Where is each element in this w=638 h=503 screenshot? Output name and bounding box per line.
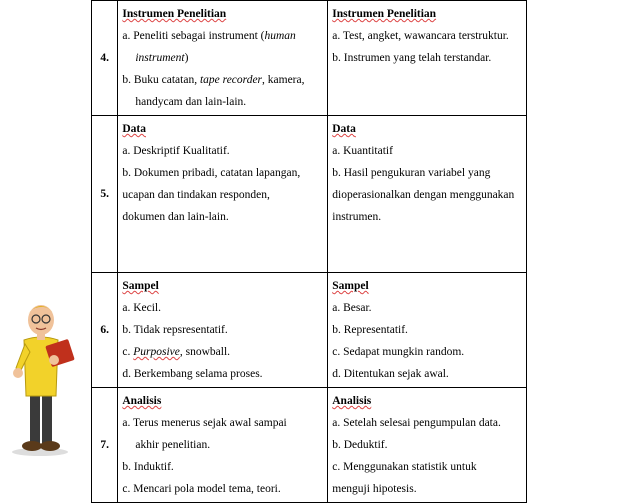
list-item: b. Representatif. [332,324,408,336]
row-number: 6. [92,273,118,388]
cell-heading: Analisis [122,395,162,407]
table-row [92,388,527,503]
list-item: c. Mencari pola model tema, teori. [122,483,281,495]
cell-heading: Data [332,123,356,135]
list-item: a. Kuantitatif [332,145,393,157]
list-item: b. Buku catatan, tape recorder, kamera, [122,74,305,86]
qualitative-cell [118,1,328,116]
row-number: 7. [92,388,118,503]
list-item: b. Hasil pengukuran variabel yang [332,167,491,179]
list-item-continuation: handycam dan lain-lain. [135,96,247,108]
qualitative-cell [118,116,328,273]
list-item: b. Instrumen yang telah terstandar. [332,52,492,64]
list-item-continuation: dioperasionalkan dengan menggunakan [332,189,515,201]
list-item: a. Test, angket, wawancara terstruktur. [332,30,509,42]
list-item: d. Berkembang selama proses. [122,368,263,380]
list-item: a. Deskriptif Kualitatif. [122,145,230,157]
list-item: c. Menggunakan statistik untuk [332,461,477,473]
quantitative-cell [328,1,527,116]
quantitative-cell [328,273,527,388]
list-item: b. Deduktif. [332,439,388,451]
list-item: c. Sedapat mungkin random. [332,346,465,358]
list-item: a. Terus menerus sejak awal sampai [122,417,287,429]
list-item: a. Peneliti sebagai instrument (human [122,30,296,42]
list-item-continuation: instrumen. [332,211,382,223]
list-item: d. Ditentukan sejak awal. [332,368,449,380]
list-item: c. Purposive, snowball. [122,346,231,358]
list-item: b. Tidak repsresentatif. [122,324,228,336]
comparison-table [91,0,527,503]
list-item-continuation: dokumen dan lain-lain. [122,211,229,223]
list-item: b. Induktif. [122,461,174,473]
cell-heading: Data [122,123,146,135]
qualitative-cell [118,388,328,503]
list-item-continuation: instrument) [135,52,189,64]
qualitative-cell [118,273,328,388]
cell-heading: Instrumen Penelitian [122,8,227,20]
cell-heading: Analisis [332,395,372,407]
table-row [92,116,527,273]
list-item: a. Setelah selesai pengumpulan data. [332,417,501,429]
list-item-continuation: menguji hipotesis. [332,483,417,495]
list-item: b. Dokumen pribadi, catatan lapangan, [122,167,301,179]
row-number: 5. [92,116,118,273]
table-row [92,1,527,116]
table-row [92,273,527,388]
quantitative-cell [328,116,527,273]
list-item: a. Besar. [332,302,372,314]
row-number: 4. [92,1,118,116]
cell-heading: Sampel [122,280,159,292]
quantitative-cell [328,388,527,503]
cell-heading: Sampel [332,280,369,292]
list-item: a. Kecil. [122,302,161,314]
presenter-figure-illustration [8,298,76,458]
list-item-continuation: akhir penelitian. [135,439,211,451]
cell-heading: Instrumen Penelitian [332,8,437,20]
list-item-continuation: ucapan dan tindakan responden, [122,189,270,201]
